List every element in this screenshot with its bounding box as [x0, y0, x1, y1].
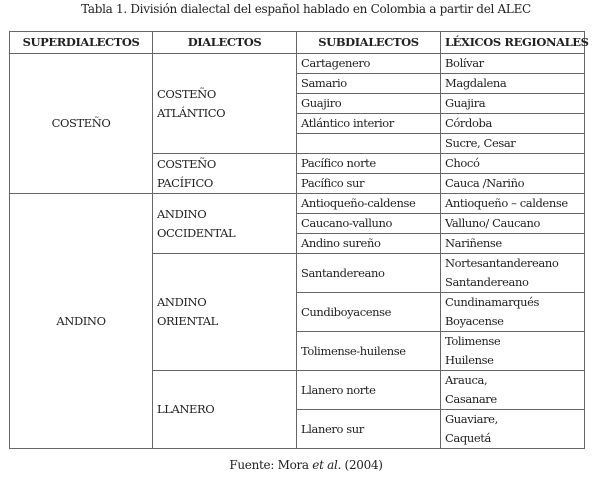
- dialect-table: [9, 31, 589, 449]
- lexicon-cell: [441, 293, 585, 332]
- lexicon-cell: [441, 371, 585, 410]
- lexicon-cell: Guajira: [441, 94, 585, 114]
- subdialect-cell: [297, 134, 441, 154]
- header-superdialectos: SUPERDIALECTOS: [10, 32, 153, 54]
- header-lexicos: LÉXICOS REGIONALES: [441, 32, 585, 54]
- dialect-line: ANDINO: [157, 295, 207, 309]
- lexicon-cell: Bolívar: [441, 54, 585, 74]
- header-subdialectos: SUBDIALECTOS: [297, 32, 441, 54]
- superdialect-cell: COSTEÑO: [10, 54, 153, 194]
- subdialect-cell: Antioqueño-caldense: [297, 194, 441, 214]
- lexicon-line: Caquetá: [445, 431, 491, 445]
- lexicon-line: Santandereano: [445, 275, 529, 289]
- superdialect-cell: ANDINO: [10, 194, 153, 449]
- dialect-line: ANDINO: [157, 206, 207, 221]
- subdialect-cell: Llanero sur: [297, 410, 441, 449]
- lexicon-line: Huilense: [445, 353, 494, 367]
- lexicon-line: Tolimense: [445, 334, 501, 348]
- subdialect-cell: Pacífico norte: [297, 154, 441, 174]
- dialect-cell: [153, 371, 297, 449]
- source-suffix: . (2004): [337, 458, 383, 472]
- dialect-line: COSTEÑO: [157, 156, 216, 171]
- dialect-cell: [153, 154, 297, 194]
- subdialect-cell: Andino sureño: [297, 234, 441, 254]
- dialect-line: LLANERO: [157, 402, 215, 416]
- header-row: [10, 32, 585, 54]
- lexicon-line: Guaviare,: [445, 412, 498, 426]
- lexicon-cell: Nariñense: [441, 234, 585, 254]
- lexicon-cell: Sucre, Cesar: [441, 134, 585, 154]
- dialect-line: ATLÁNTICO: [157, 105, 226, 120]
- subdialect-cell: Cundiboyacense: [297, 293, 441, 332]
- subdialect-cell: Santandereano: [297, 254, 441, 293]
- lexicon-cell: Valluno/ Caucano: [441, 214, 585, 234]
- subdialect-cell: Caucano-valluno: [297, 214, 441, 234]
- subdialect-cell: Pacífico sur: [297, 174, 441, 194]
- lexicon-line: Arauca,: [445, 373, 488, 387]
- dialect-cell: [153, 54, 297, 154]
- lexicon-line: Cundinamarqués: [445, 295, 540, 309]
- dialect-cell: [153, 194, 297, 254]
- dialect-line: OCCIDENTAL: [157, 225, 236, 240]
- lexicon-cell: [441, 254, 585, 293]
- dialect-line: COSTEÑO: [157, 86, 216, 101]
- lexicon-cell: Cauca /Nariño: [441, 174, 585, 194]
- lexicon-cell: Córdoba: [441, 114, 585, 134]
- dialect-line: ORIENTAL: [157, 314, 218, 328]
- subdialect-cell: Guajiro: [297, 94, 441, 114]
- dialect-cell: [153, 254, 297, 371]
- lexicon-line: Boyacense: [445, 314, 504, 328]
- subdialect-cell: Llanero norte: [297, 371, 441, 410]
- header-dialectos: DIALECTOS: [153, 32, 297, 54]
- subdialect-cell: Atlántico interior: [297, 114, 441, 134]
- lexicon-line: Casanare: [445, 392, 497, 406]
- subdialect-cell: Samario: [297, 74, 441, 94]
- lexicon-line: Nortesantandereano: [445, 256, 559, 270]
- lexicon-cell: [441, 410, 585, 449]
- source-prefix: Fuente: Mora: [229, 458, 313, 472]
- table-row: [10, 54, 585, 74]
- subdialect-cell: Tolimense-huilense: [297, 332, 441, 371]
- subdialect-cell: Cartagenero: [297, 54, 441, 74]
- table-row: [10, 194, 585, 214]
- source-note: [0, 458, 612, 472]
- lexicon-cell: Chocó: [441, 154, 585, 174]
- table-caption: Tabla 1. División dialectal del español hablado en Colombia a partir del ALEC: [81, 2, 531, 16]
- dialect-line: PACÍFICO: [157, 175, 213, 190]
- lexicon-cell: Magdalena: [441, 74, 585, 94]
- lexicon-cell: [441, 332, 585, 371]
- lexicon-cell: Antioqueño – caldense: [441, 194, 585, 214]
- source-italic: et al: [312, 458, 338, 472]
